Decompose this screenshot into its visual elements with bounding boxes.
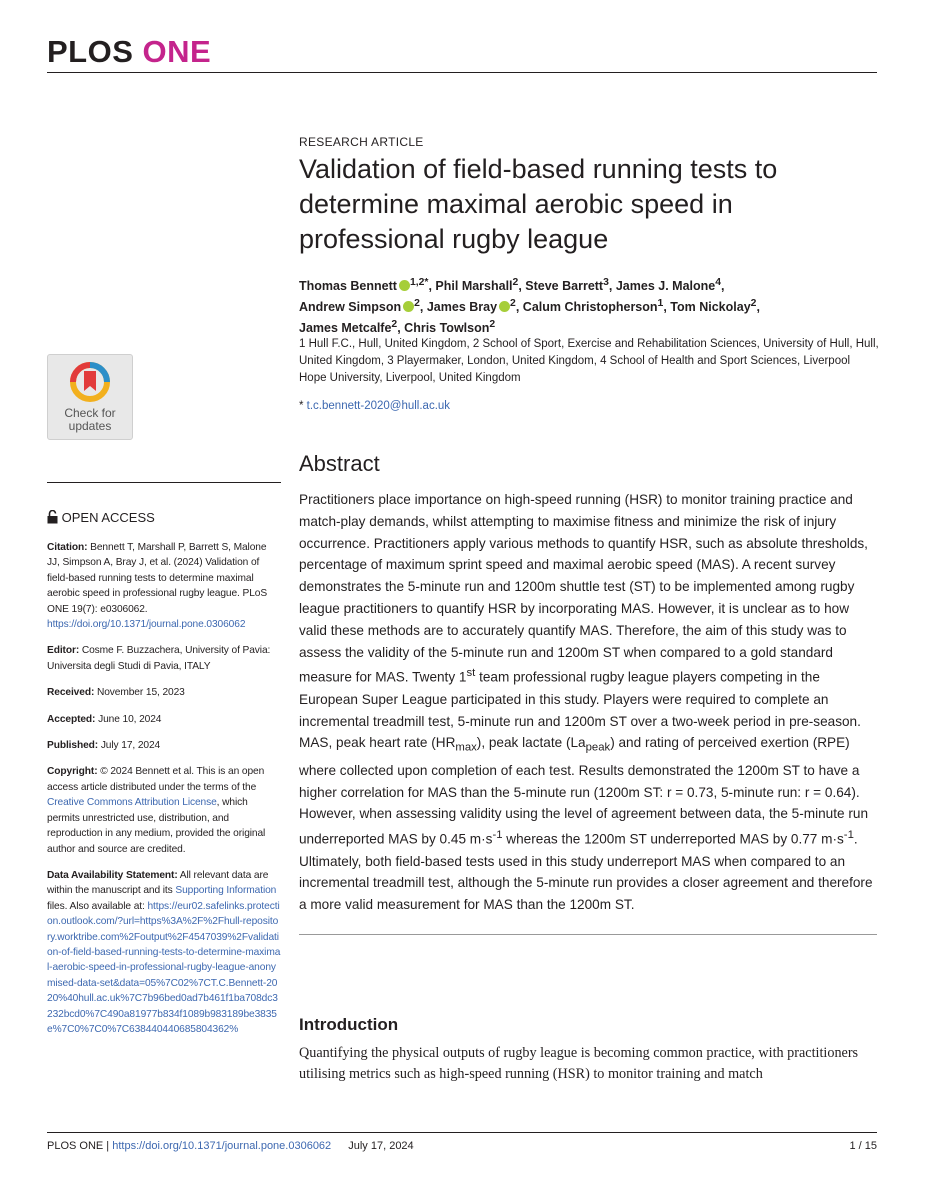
author-name: Calum Christopherson <box>522 300 658 315</box>
page-number: 1 / 15 <box>849 1140 877 1152</box>
article-type: RESEARCH ARTICLE <box>299 135 424 149</box>
orcid-icon[interactable] <box>499 301 510 312</box>
sidebar-rule <box>47 482 281 483</box>
abstract-rule <box>299 934 877 935</box>
affiliations: 1 Hull F.C., Hull, United Kingdom, 2 School of Sport, Exercise and Rehabilitation Sciences, University of Hull, Hull, United Kingdom, 3 Playermaker, London, United Kingdom, 4 School of Health and Sport Sciences, Liverpool Hope University, Liverpool, United Kingdom <box>299 338 879 384</box>
author-name: James Metcalfe <box>299 321 392 336</box>
author-affiliation-sup: 2 <box>391 319 398 331</box>
abstract-heading: Abstract <box>299 451 380 476</box>
open-access-text: OPEN ACCESS <box>61 510 155 525</box>
published-date: Published: July 17, 2024 <box>47 740 161 752</box>
accepted-date: Accepted: June 10, 2024 <box>47 713 162 725</box>
footer-doi-link[interactable]: https://doi.org/10.1371/journal.pone.0306062 <box>112 1140 332 1152</box>
supporting-info-link[interactable]: Supporting Information <box>175 885 277 897</box>
check-line-1: Check for <box>64 406 116 420</box>
citation-doi-link[interactable]: https://doi.org/10.1371/journal.pone.0306062 <box>47 619 246 631</box>
author-name: Tom Nickolay <box>670 300 751 315</box>
logo-one: ONE <box>142 34 212 69</box>
footer-journal: PLOS ONE | <box>47 1140 110 1152</box>
article-info-sidebar <box>47 540 281 1048</box>
author-name: Thomas Bennett <box>299 279 397 294</box>
check-line-2: updates <box>68 419 112 433</box>
check-for-updates-badge[interactable] <box>47 354 133 440</box>
author-affiliation-sup: 4 <box>715 277 722 288</box>
introduction-text: Quantifying the physical outputs of rugby league is becoming common practice, with practitioners utilising metrics such as high-speed running (HSR) to monitor training and match <box>299 1045 859 1082</box>
logo-plos: PLOS <box>47 34 134 69</box>
orcid-icon[interactable] <box>399 280 410 291</box>
author-affiliation-sup: 2 <box>750 298 757 310</box>
author-name: James Bray <box>426 300 498 315</box>
author-list: Thomas Bennett $^{1,2*}$, Phil Marshall$^2$, Steve Barrett$^3$, James J. Malone$^4$, Andrew Simpson $^2$, James Bray $^2$, Calum Christopherson$^1$, Tom Nickolay$^2$, James Metcalfe$^2$, Chris Towlson$^2$ <box>299 277 760 336</box>
page-footer <box>47 1140 877 1152</box>
introduction-heading: Introduction <box>299 1015 399 1034</box>
author-affiliation-sup: 3 <box>603 277 609 288</box>
received-date: Received: November 15, 2023 <box>47 687 185 699</box>
header-rule <box>47 72 877 73</box>
orcid-icon[interactable] <box>403 301 414 312</box>
author-affiliation-sup: 1,2* <box>409 277 429 288</box>
author-affiliation-sup: 2 <box>489 319 496 331</box>
article-title: Validation of field-based running tests to determine maximal aerobic speed in professional rugby league <box>299 154 778 254</box>
abstract-text: Practitioners place importance on high-speed running (HSR) to monitor training practice and match-play demands, whilst attempting to maximise fitness and minimize the risk of injury occurrence. Practitioners apply various methods to quantify HSR, such as absolute thresholds, percentage of maximum sprint speed and maximal aerobic speed (MAS). A recent survey demonstrates the 5-minute run and 1200m shuttle test (ST) to be implemented among rugby league practitioners to quantify HSR by incorporating MAS. However, it is unclear as to how valid these methods are to accurately quantify MAS. Therefore, the aim of this study was to assess the validity of the 5-minute run and 1200m ST when compared to a gold standard measure for MAS. Twenty 1st team professional rugby league players competing in the European Super League participated in this study. Players were required to complete an incremental treadmill test, 5-minute run and 1200m ST over a two-week period in pre-season. MAS, peak heart rate $(HR_{max})$, peak lactate $(La_{peak})$ and rating of perceived exertion (RPE) where collected upon completion of each test. Results demonstrated the 1200m ST to have a higher correlation for MAS than the 5-minute run (1200m ST: r = 0.73, 5-minute run: r = 0.64). However, when assessing validity using the level of agreement between data, the 5-minute run underreported MAS by 0.45 $m\cdot s^{-1}$ whereas the 1200m ST underreported MAS by 0.77 $m\cdot s^{-1}$. Ultimately, both field-based tests used in this study underreport MAS when compared to an incremental treadmill test, although the 5-minute run provides a closer agreement and therefore a more valid measurement for MAS than the 1200m ST. <box>299 492 873 913</box>
author-name: Chris Towlson <box>404 321 490 336</box>
journal-logo <box>47 34 211 70</box>
license-link[interactable]: Creative Commons Attribution License <box>47 797 217 809</box>
author-name: James J. Malone <box>615 279 716 294</box>
citation: Citation: Bennett T, Marshall P, Barrett S, Malone JJ, Simpson A, Bray J, et al. (2024) Validation of field-based running tests to determine maximal aerobic speed in professional rugby league. PLoS ONE 19(7): e0306062. https://doi.org/10.1371/journal.pone.0306062 <box>47 542 268 631</box>
corresponding-email: * t.c.bennett-2020@hull.ac.uk <box>299 400 451 412</box>
copyright: Copyright: © 2024 Bennett et al. This is an open access article distributed under the terms of the Creative Commons Attribution License, which permits unrestricted use, distribution, and reproduction in any medium, provided the original author and source are credited. <box>47 766 266 855</box>
author-affiliation-sup: 1 <box>657 298 664 310</box>
author-name: Steve Barrett <box>525 279 604 294</box>
email-link[interactable]: t.c.bennett-2020@hull.ac.uk <box>306 400 451 412</box>
footer-rule <box>47 1132 877 1133</box>
footer-date: July 17, 2024 <box>348 1140 414 1152</box>
author-affiliation-sup: 2 <box>510 298 516 310</box>
author-name: Andrew Simpson <box>299 300 402 315</box>
open-lock-icon <box>47 510 58 524</box>
author-affiliation-sup: 2 <box>512 277 519 288</box>
data-availability: Data Availability Statement: All relevant data are within the manuscript and its Supporting Information files. Also available at: https://eur02.safelinks.protection.outlook.com/?url=https%3A%2F%2Fhull-repository.worktribe.com%2Foutput%2F4547039%2Fvalidation-of-field-based-running-tests-to-determine-maximal-aerobic-speed-in-professional-rugby-league-anonymised-data-set&data=05%7C02%7CT.C.Bennett-2020%40hull.ac.uk%7C7b96bed0ad7b461f1ba708dc3232bcd0%7C490a81977b834f1089b983189be3835e%7C0%7C0%7C638440440685804362% <box>47 869 281 1035</box>
author-affiliation-sup: 2 <box>414 298 420 310</box>
editor: Editor: Cosme F. Buzzachera, University of Pavia: Universita degli Studi di Pavia, ITALY <box>47 645 271 672</box>
crossmark-icon <box>69 361 111 403</box>
author-name: Phil Marshall <box>435 279 513 294</box>
data-repository-link[interactable]: https://eur02.safelinks.protection.outlook.com/?url=https%3A%2F%2Fhull-repository.worktribe.com%2Foutput%2F4547039%2Fvalidation-of-field-based-running-tests-to-determine-maximal-aerobic-speed-in-professional-rugby-league-anonymised-data-set&data=05%7C02%7CT.C.Bennett-2020%40hull.ac.uk%7C7b96bed0ad7b461f1ba708dc3232bcd0%7C490a81977b834f1089b983189be3835e%7C0%7C0%7C638440440685804362% <box>47 900 281 1035</box>
open-access-label <box>47 510 155 525</box>
